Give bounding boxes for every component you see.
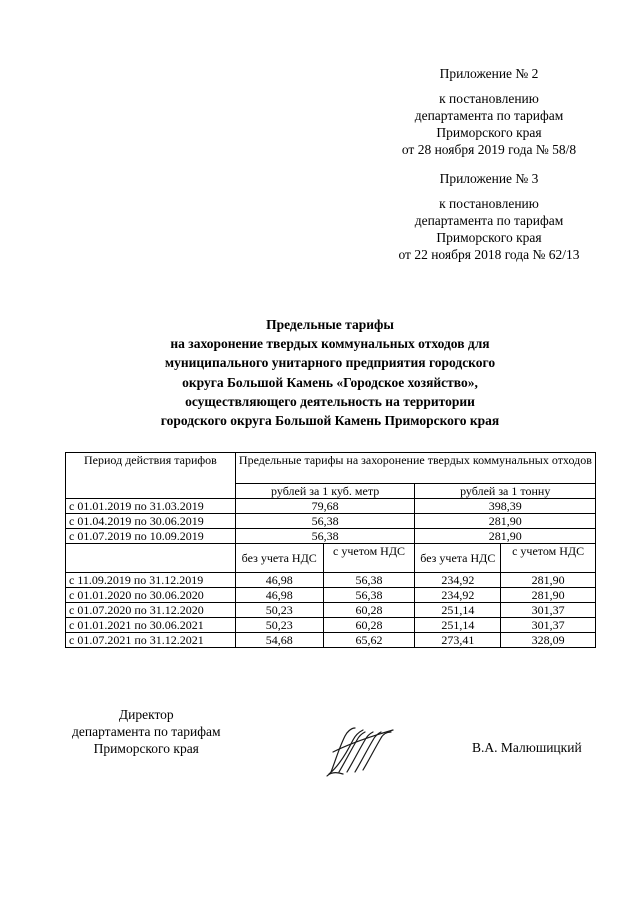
annex-line: к постановлению bbox=[439, 196, 539, 211]
empty-cell bbox=[66, 544, 236, 573]
value-t-with-vat: 328,09 bbox=[501, 633, 596, 648]
value-m3-no-vat: 46,98 bbox=[235, 573, 323, 588]
title-line: Предельные тарифы bbox=[266, 317, 394, 332]
annex-block-3 bbox=[374, 170, 604, 263]
value-m3: 56,38 bbox=[235, 529, 415, 544]
handwritten-signature bbox=[325, 722, 397, 780]
value-t-with-vat: 301,37 bbox=[501, 603, 596, 618]
table-row bbox=[66, 514, 596, 529]
signatory-title bbox=[72, 706, 221, 757]
annex-line: Приморского края bbox=[436, 125, 542, 140]
subheader-t-with-vat: с учетом НДС bbox=[501, 544, 596, 573]
tariff-table bbox=[65, 452, 596, 648]
value-t: 281,90 bbox=[415, 529, 596, 544]
table-row bbox=[66, 499, 596, 514]
value-t-no-vat: 251,14 bbox=[415, 603, 501, 618]
header-unit-t: рублей за 1 тонну bbox=[415, 484, 596, 499]
period-cell: с 01.07.2019 по 10.09.2019 bbox=[66, 529, 236, 544]
header-unit-m3: рублей за 1 куб. метр bbox=[235, 484, 415, 499]
subheader-t-no-vat: без учета НДС bbox=[415, 544, 501, 573]
table-row bbox=[66, 633, 596, 648]
table-row bbox=[66, 588, 596, 603]
value-m3: 79,68 bbox=[235, 499, 415, 514]
annex-heading: Приложение № 3 bbox=[439, 171, 539, 186]
value-t: 281,90 bbox=[415, 514, 596, 529]
value-t-no-vat: 234,92 bbox=[415, 588, 501, 603]
signatory-title-line: департамента по тарифам bbox=[72, 724, 221, 739]
signatory-name: В.А. Малюшицкий bbox=[472, 740, 582, 755]
annex-heading: Приложение № 2 bbox=[439, 66, 539, 81]
subheader-m3-no-vat: без учета НДС bbox=[235, 544, 323, 573]
value-m3-no-vat: 54,68 bbox=[235, 633, 323, 648]
table-vat-subheader-row bbox=[66, 544, 596, 573]
value-t-no-vat: 234,92 bbox=[415, 573, 501, 588]
value-t-no-vat: 273,41 bbox=[415, 633, 501, 648]
annex-line: департамента по тарифам bbox=[414, 108, 564, 123]
subheader-m3-with-vat: с учетом НДС bbox=[323, 544, 415, 573]
title-line: городского округа Большой Камень Приморского края bbox=[160, 413, 500, 429]
value-m3-with-vat: 56,38 bbox=[323, 573, 415, 588]
annex-line: от 22 ноября 2018 года № 62/13 bbox=[398, 247, 580, 262]
signatory-title-line: Директор bbox=[118, 707, 174, 722]
value-t-with-vat: 281,90 bbox=[501, 573, 596, 588]
period-cell: с 01.04.2019 по 30.06.2019 bbox=[66, 514, 236, 529]
value-t-with-vat: 281,90 bbox=[501, 588, 596, 603]
title-line: осуществляющего деятельность на территории bbox=[185, 393, 475, 409]
value-m3-with-vat: 56,38 bbox=[323, 588, 415, 603]
table-row bbox=[66, 573, 596, 588]
annex-block-2 bbox=[374, 65, 604, 158]
value-m3-with-vat: 60,28 bbox=[323, 603, 415, 618]
table-row bbox=[66, 603, 596, 618]
value-m3-no-vat: 50,23 bbox=[235, 603, 323, 618]
title-line: округа Большой Камень «Городское хозяйство», bbox=[182, 374, 478, 390]
annex-line: к постановлению bbox=[439, 91, 539, 106]
annex-line: Приморского края bbox=[436, 230, 542, 245]
value-t-with-vat: 301,37 bbox=[501, 618, 596, 633]
period-cell: с 01.01.2020 по 30.06.2020 bbox=[66, 588, 236, 603]
signatory-title-line: Приморского края bbox=[93, 741, 199, 756]
value-m3-with-vat: 60,28 bbox=[323, 618, 415, 633]
period-cell: с 01.07.2021 по 31.12.2021 bbox=[66, 633, 236, 648]
annex-line: департамента по тарифам bbox=[414, 213, 564, 228]
header-period: Период действия тарифов bbox=[66, 453, 236, 499]
table-row bbox=[66, 529, 596, 544]
value-t-no-vat: 251,14 bbox=[415, 618, 501, 633]
document-title bbox=[100, 315, 560, 430]
period-cell: с 01.07.2020 по 31.12.2020 bbox=[66, 603, 236, 618]
value-m3-no-vat: 46,98 bbox=[235, 588, 323, 603]
header-tariffs: Предельные тарифы на захоронение твердых коммунальных отходов bbox=[235, 453, 595, 484]
value-m3-no-vat: 50,23 bbox=[235, 618, 323, 633]
table-row bbox=[66, 618, 596, 633]
title-line: муниципального унитарного предприятия городского bbox=[164, 355, 496, 371]
value-t: 398,39 bbox=[415, 499, 596, 514]
value-m3: 56,38 bbox=[235, 514, 415, 529]
annex-line: от 28 ноября 2019 года № 58/8 bbox=[401, 142, 577, 157]
table-header-row bbox=[66, 453, 596, 484]
value-m3-with-vat: 65,62 bbox=[323, 633, 415, 648]
period-cell: с 01.01.2021 по 30.06.2021 bbox=[66, 618, 236, 633]
period-cell: с 11.09.2019 по 31.12.2019 bbox=[66, 573, 236, 588]
title-line: на захоронение твердых коммунальных отходов для bbox=[170, 336, 490, 352]
period-cell: с 01.01.2019 по 31.03.2019 bbox=[66, 499, 236, 514]
